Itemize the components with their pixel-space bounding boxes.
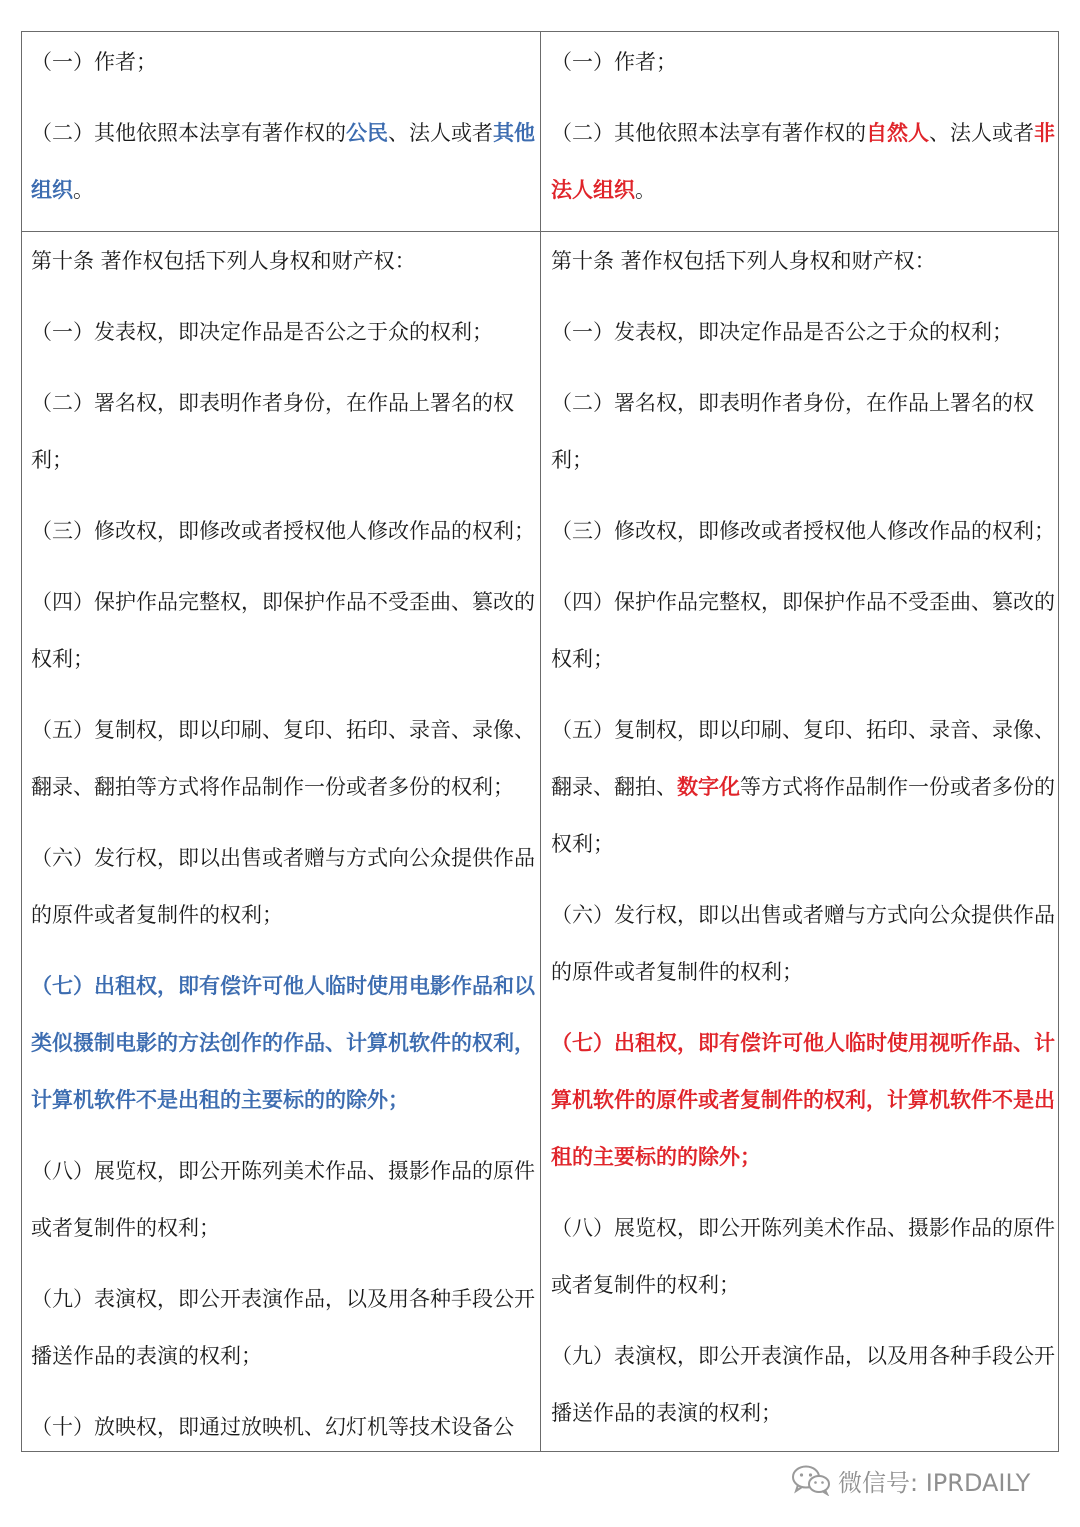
highlighted-text: 非法人组织 xyxy=(551,121,1055,202)
text-segment: （八）展览权，即公开陈列美术作品、摄影作品的原件或者复制件的权利； xyxy=(551,1216,1055,1297)
paragraph xyxy=(551,1200,1056,1314)
text-segment: （三）修改权，即修改或者授权他人修改作品的权利； xyxy=(31,519,535,543)
cell-left-row1 xyxy=(22,32,540,231)
paragraph xyxy=(551,233,1056,290)
text-segment: （八）展览权，即公开陈列美术作品、摄影作品的原件或者复制件的权利； xyxy=(31,1159,535,1240)
paragraph xyxy=(31,375,538,489)
text-segment: （四）保护作品完整权，即保护作品不受歪曲、篡改的权利； xyxy=(31,590,535,671)
text-segment: 、法人或者 xyxy=(388,121,493,145)
text-segment: 第十条 著作权包括下列人身权和财产权： xyxy=(551,249,936,273)
highlighted-text: 公民 xyxy=(346,121,388,145)
text-segment: （九）表演权，即公开表演作品，以及用各种手段公开播送作品的表演的权利； xyxy=(551,1344,1055,1425)
text-segment: （一）发表权，即决定作品是否公之于众的权利； xyxy=(551,320,1013,344)
text-segment: （二）其他依照本法享有著作权的 xyxy=(551,121,866,145)
cell-left-row2 xyxy=(22,232,540,1451)
text-segment: （五）复制权，即以印刷、复印、拓印、录音、录像、翻录、翻拍、 xyxy=(551,718,1055,799)
comparison-table xyxy=(21,31,1059,1452)
paragraph xyxy=(551,503,1056,560)
text-segment: 。 xyxy=(73,178,94,202)
watermark-text: 微信号: IPRDAILY xyxy=(838,1468,1031,1497)
highlighted-text: 数字化 xyxy=(677,775,740,799)
text-segment: 、法人或者 xyxy=(929,121,1034,145)
paragraph xyxy=(31,1399,538,1451)
text-segment: （三）修改权，即修改或者授权他人修改作品的权利； xyxy=(551,519,1055,543)
paragraph xyxy=(551,34,1056,91)
text-segment: （十）放映权，即通过放映机、幻灯机等技术设备公 xyxy=(31,1415,514,1439)
text-segment: （九）表演权，即公开表演作品，以及用各种手段公开播送作品的表演的权利； xyxy=(31,1287,535,1368)
paragraph xyxy=(31,503,538,560)
paragraph xyxy=(31,233,538,290)
watermark xyxy=(790,1462,1030,1498)
text-segment: （四）保护作品完整权，即保护作品不受歪曲、篡改的权利； xyxy=(551,590,1055,671)
cell-right-row1 xyxy=(541,32,1058,231)
text-segment: （五）复制权，即以印刷、复印、拓印、录音、录像、翻录、翻拍等方式将作品制作一份或者多份的权利； xyxy=(31,718,535,799)
paragraph xyxy=(31,702,538,816)
paragraph xyxy=(551,1328,1056,1442)
paragraph xyxy=(31,1143,538,1257)
paragraph xyxy=(551,702,1056,873)
paragraph xyxy=(31,958,538,1129)
paragraph xyxy=(31,34,538,91)
paragraph xyxy=(31,830,538,944)
text-segment: 等方式将作品制作一份或者多份的权利； xyxy=(551,775,1055,856)
highlighted-text: 自然人 xyxy=(866,121,929,145)
text-segment: 第十条 著作权包括下列人身权和财产权： xyxy=(31,249,416,273)
text-segment: （六）发行权，即以出售或者赠与方式向公众提供作品的原件或者复制件的权利； xyxy=(551,903,1055,984)
paragraph xyxy=(551,304,1056,361)
text-segment: （一）作者； xyxy=(31,50,157,74)
text-segment: （二）其他依照本法享有著作权的 xyxy=(31,121,346,145)
paragraph xyxy=(31,1271,538,1385)
highlighted-text: （七）出租权，即有偿许可他人临时使用视听作品、计算机软件的原件或者复制件的权利，计算机软件不是出租的主要标的的除外； xyxy=(551,1031,1055,1169)
wechat-icon xyxy=(790,1464,832,1496)
paragraph xyxy=(31,304,538,361)
paragraph xyxy=(551,887,1056,1001)
text-segment: （二）署名权，即表明作者身份，在作品上署名的权利； xyxy=(551,391,1034,472)
text-segment: （一）作者； xyxy=(551,50,677,74)
table-row-2 xyxy=(22,232,1058,1451)
text-segment: （二）署名权，即表明作者身份，在作品上署名的权利； xyxy=(31,391,514,472)
cell-right-row2 xyxy=(541,232,1058,1451)
paragraph xyxy=(551,1015,1056,1186)
paragraph xyxy=(31,105,538,219)
table-row-1 xyxy=(22,32,1058,232)
text-segment: （六）发行权，即以出售或者赠与方式向公众提供作品的原件或者复制件的权利； xyxy=(31,846,535,927)
paragraph xyxy=(31,574,538,688)
paragraph xyxy=(551,105,1056,219)
paragraph xyxy=(551,375,1056,489)
text-segment: （一）发表权，即决定作品是否公之于众的权利； xyxy=(31,320,493,344)
text-segment: 。 xyxy=(635,178,656,202)
paragraph xyxy=(551,574,1056,688)
highlighted-text: （七）出租权，即有偿许可他人临时使用电影作品和以类似摄制电影的方法创作的作品、计算机软件的权利，计算机软件不是出租的主要标的的除外； xyxy=(31,974,535,1112)
highlighted-text: 其他组织 xyxy=(31,121,535,202)
